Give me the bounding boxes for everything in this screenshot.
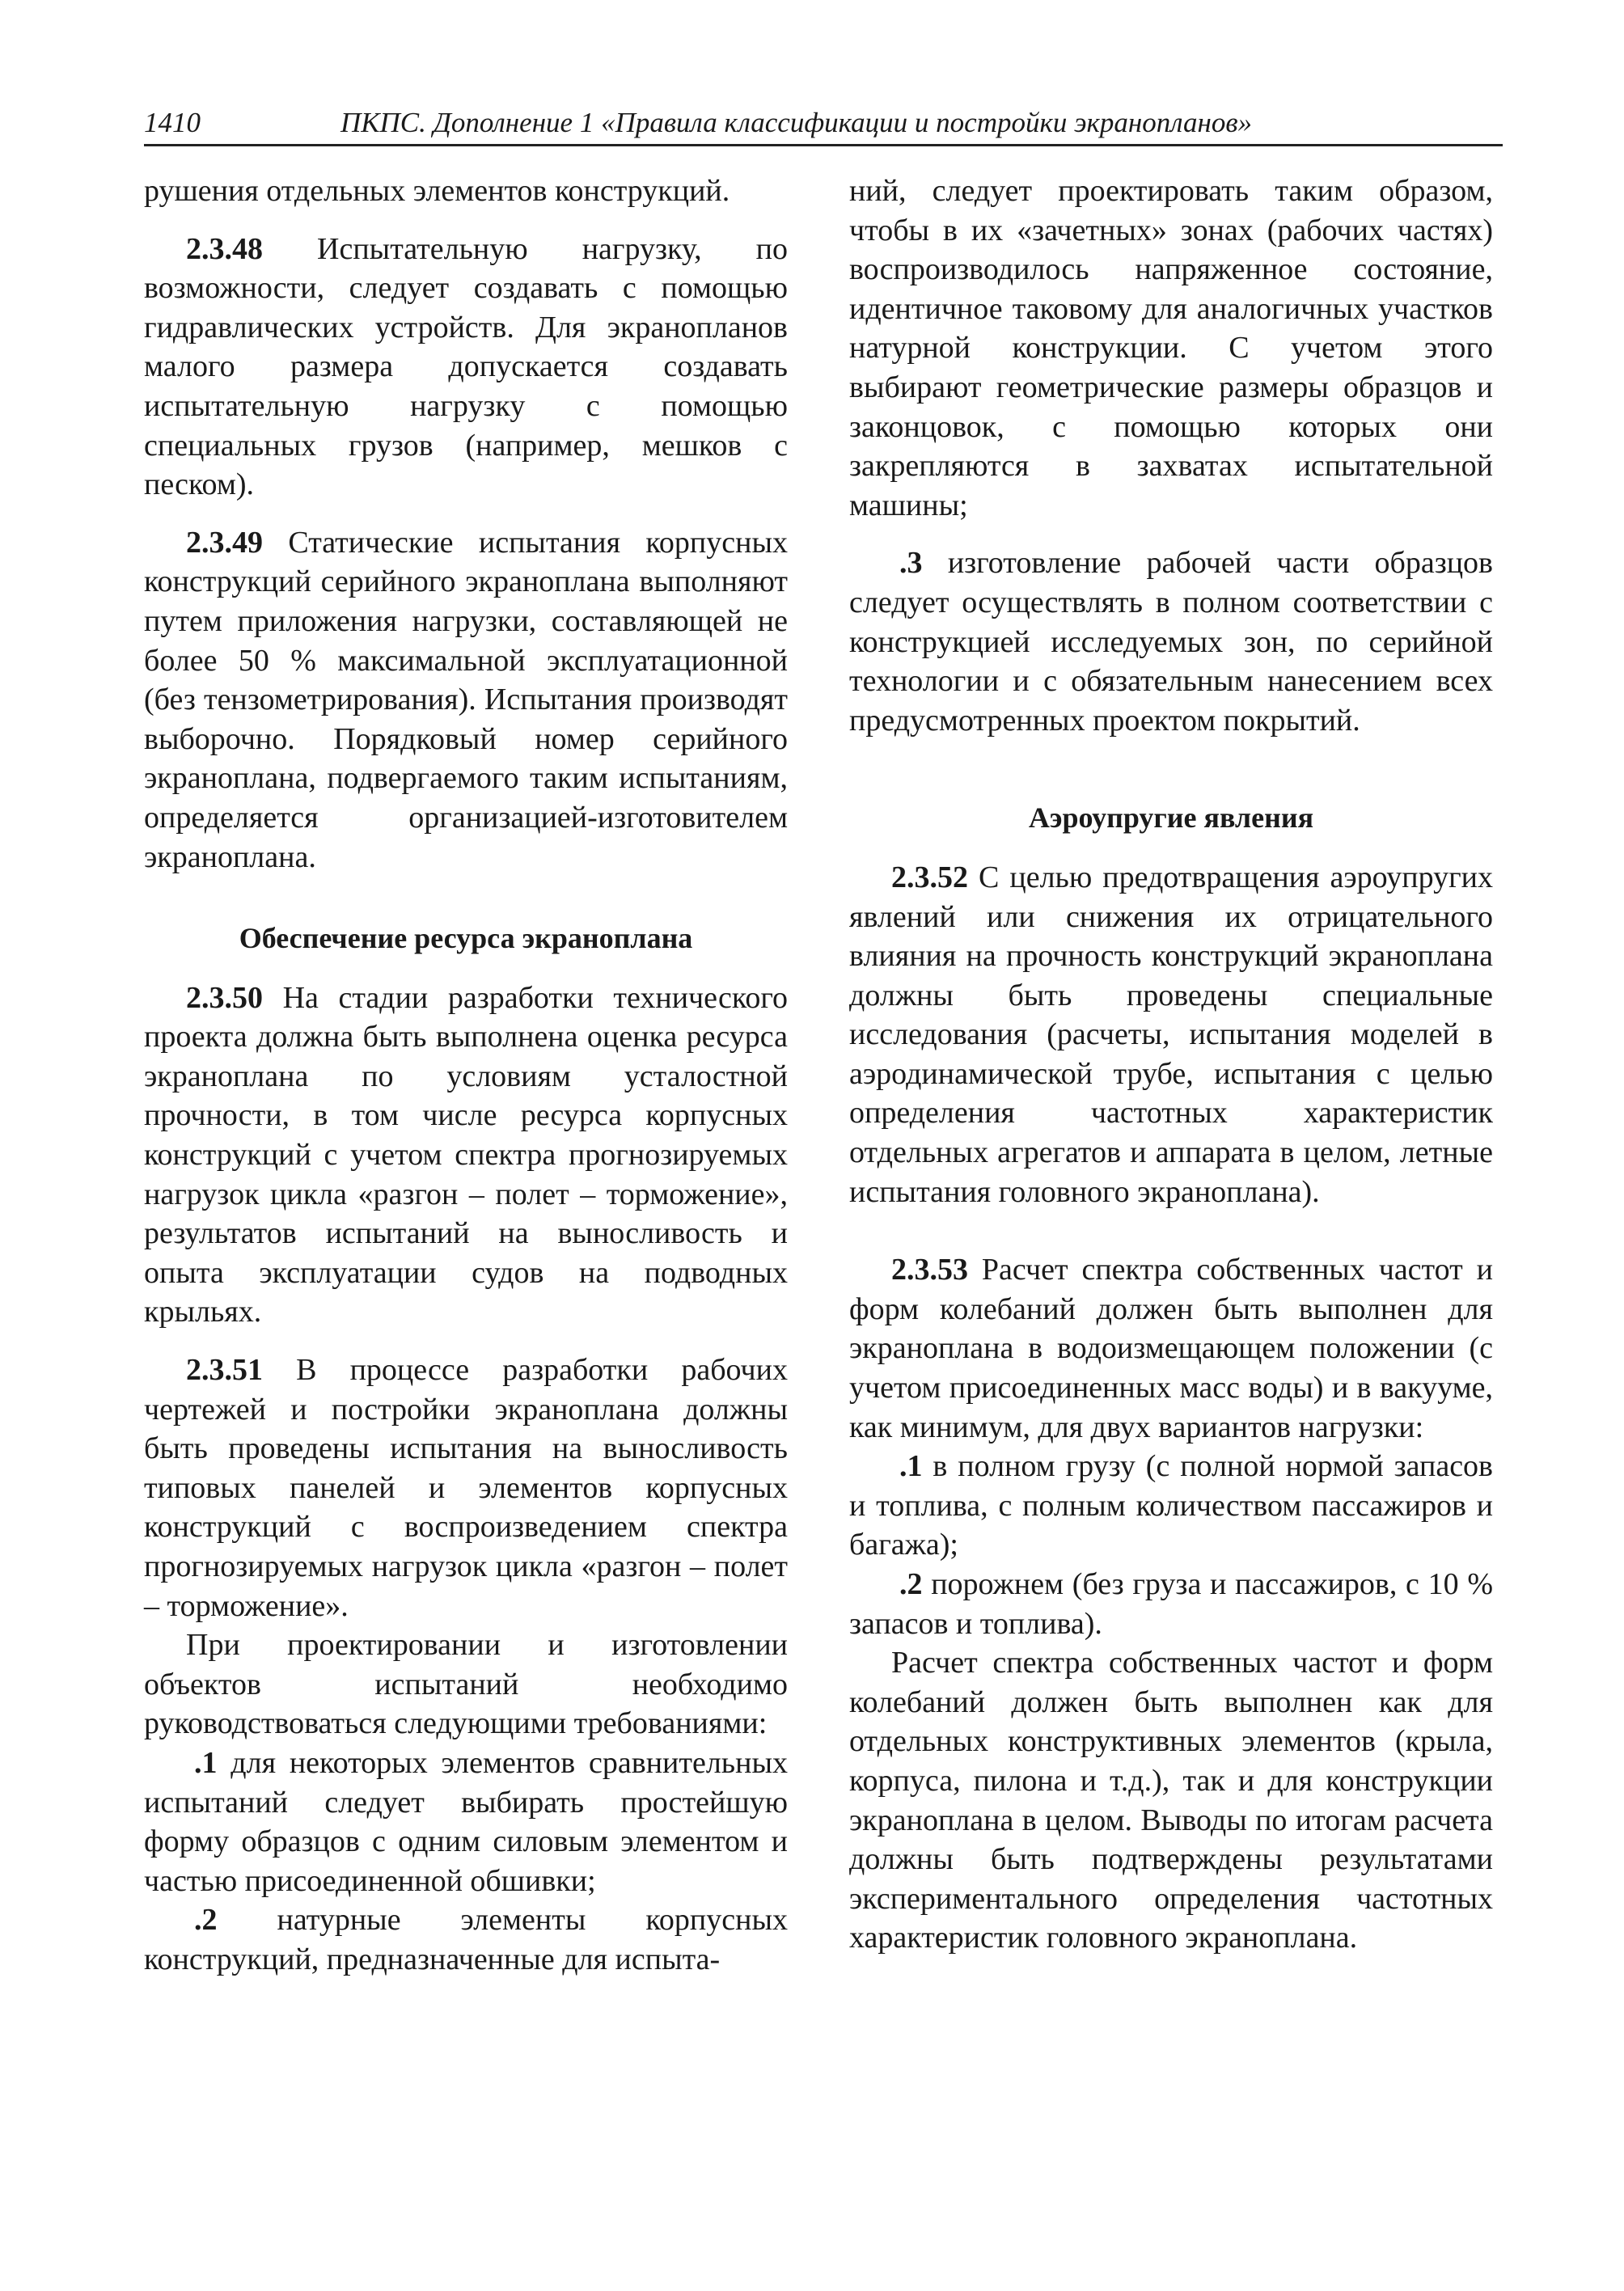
- list-item-2: [144, 1900, 788, 1979]
- list-item-1: [849, 1447, 1493, 1565]
- left-column: [144, 171, 788, 1980]
- continued-paragraph: рушения отдельных элементов конструкций.: [144, 174, 730, 208]
- continued-paragraph: ний, следует проектировать таким образом, чтобы в их «зачетных» зонах (рабочих частях) воспроизводилось напряженное состояние, идентичное таковому для аналогичных участков натурной конструкции. С учетом этого выбирают геометрические размеры образцов и законцовок, с помощью которых они закрепляются в захватах испытательной машины;: [849, 174, 1493, 522]
- clause-text: С целью предотвращения аэроупругих явлений или снижения их отрицательного влияния на прочность конструкций экраноплана должны быть проведены специальные исследования (расчеты, испытания моделей в аэродинамической трубе, испытания с целью определения частотных характеристик отдельных агрегатов и аппарата в целом, летные испытания головного экраноплана).: [849, 860, 1493, 1209]
- paragraph-2-3-48: [144, 230, 788, 505]
- paragraph-2-3-50: [144, 979, 788, 1332]
- clause-number: 2.3.51: [186, 1353, 263, 1388]
- item-text: в полном грузу (с полной нормой запасов и топлива, с полным количеством пассажиров и багажа);: [849, 1449, 1493, 1562]
- item-number: .3: [899, 546, 923, 581]
- paragraph-2-3-52: [849, 858, 1493, 1211]
- clause-text: Статические испытания корпусных конструкций серийного экраноплана выполняют путем приложения нагрузки, составляющей не более 50 % максимальной эксплуатационной (без тензометрирования). Испытания производят выборочно. Порядковый номер серийного экраноплана, подвергаемого таким испытаниям, определяется организацией-изготовителем экраноплана.: [144, 525, 788, 874]
- list-item-1: [144, 1744, 788, 1900]
- section-heading-resource: Обеспечение ресурса экраноплана: [239, 922, 693, 955]
- item-text: изготовление рабочей части образцов следует осуществлять в полном соответствии с конструкцией исследуемых зон, по серийной технологии и с обязательным нанесением всех предусмотренных проектом покрытий.: [849, 546, 1493, 738]
- item-number: .2: [899, 1567, 923, 1601]
- list-item-3: [849, 543, 1493, 740]
- clause-text: Расчет спектра собственных частот и форм колебаний должен быть выполнен для экраноплана в водоизмещающем положении (с учетом присоединенных масс воды) и в вакууме, как минимум, для двух вариантов нагрузки:: [849, 1253, 1493, 1444]
- item-text: для некоторых элементов сравнительных испытаний следует выбирать простейшую форму образцов с одним силовым элементом и частью присоединенной обшивки;: [144, 1745, 788, 1898]
- running-title: ПКПС. Дополнение 1 «Правила классификации и постройки экранопланов»: [340, 107, 1253, 138]
- running-header: [144, 104, 1503, 146]
- clause-text: Испытательную нагрузку, по возможности, следует создавать с помощью гидравлических устройств. Для экранопланов малого размера допускается создавать испытательную нагрузку с помощью специальных грузов (например, мешков с песком).: [144, 231, 788, 502]
- paragraph-final: Расчет спектра собственных частот и форм колебаний должен быть выполнен как для отдельных конструктивных элементов (крыла, корпуса, пилона и т.д.), так и для конструкции экраноплана в целом. Выводы по итогам расчета должны быть подтверждены результатами экспериментального определения частотных характеристик головного экраноплана.: [849, 1646, 1493, 1955]
- paragraph-2-3-53: [849, 1250, 1493, 1447]
- paragraph-2-3-49: [144, 523, 788, 877]
- item-number: .1: [194, 1745, 218, 1780]
- paragraph-2-3-51: [144, 1351, 788, 1625]
- clause-number: 2.3.50: [186, 980, 263, 1015]
- clause-number: 2.3.52: [891, 860, 968, 894]
- item-text: натурные элементы корпусных конструкций, предназначенные для испыта-: [144, 1903, 788, 1976]
- paragraph-design-requirements: При проектировании и изготовлении объектов испытаний необходимо руководствоваться следующими требованиями:: [144, 1628, 788, 1741]
- clause-number: 2.3.49: [186, 525, 263, 560]
- page-number: 1410: [144, 107, 201, 138]
- item-number: .2: [194, 1903, 218, 1938]
- right-column: [849, 171, 1493, 1958]
- list-item-2: [849, 1565, 1493, 1643]
- clause-text: На стадии разработки технического проекта должна быть выполнена оценка ресурса экраноплана по условиям усталостной прочности, в том числе ресурса корпусных конструкций с учетом спектра прогнозируемых нагрузок цикла «разгон – полет – торможение», результатов испытаний на выносливость и опыта эксплуатации судов на подводных крыльях.: [144, 980, 788, 1329]
- clause-number: 2.3.48: [186, 231, 263, 266]
- item-number: .1: [899, 1449, 923, 1484]
- item-text: порожнем (без груза и пассажиров, с 10 % запасов и топлива).: [849, 1567, 1493, 1641]
- clause-number: 2.3.53: [891, 1253, 968, 1287]
- clause-text: В процессе разработки рабочих чертежей и постройки экраноплана должны быть проведены испытания на выносливость типовых панелей и элементов корпусных конструкций с воспроизведением спектра прогнозируемых нагрузок цикла «разгон – полет – торможение».: [144, 1353, 788, 1623]
- section-heading-aeroelastic: Аэроупругие явления: [1028, 801, 1314, 835]
